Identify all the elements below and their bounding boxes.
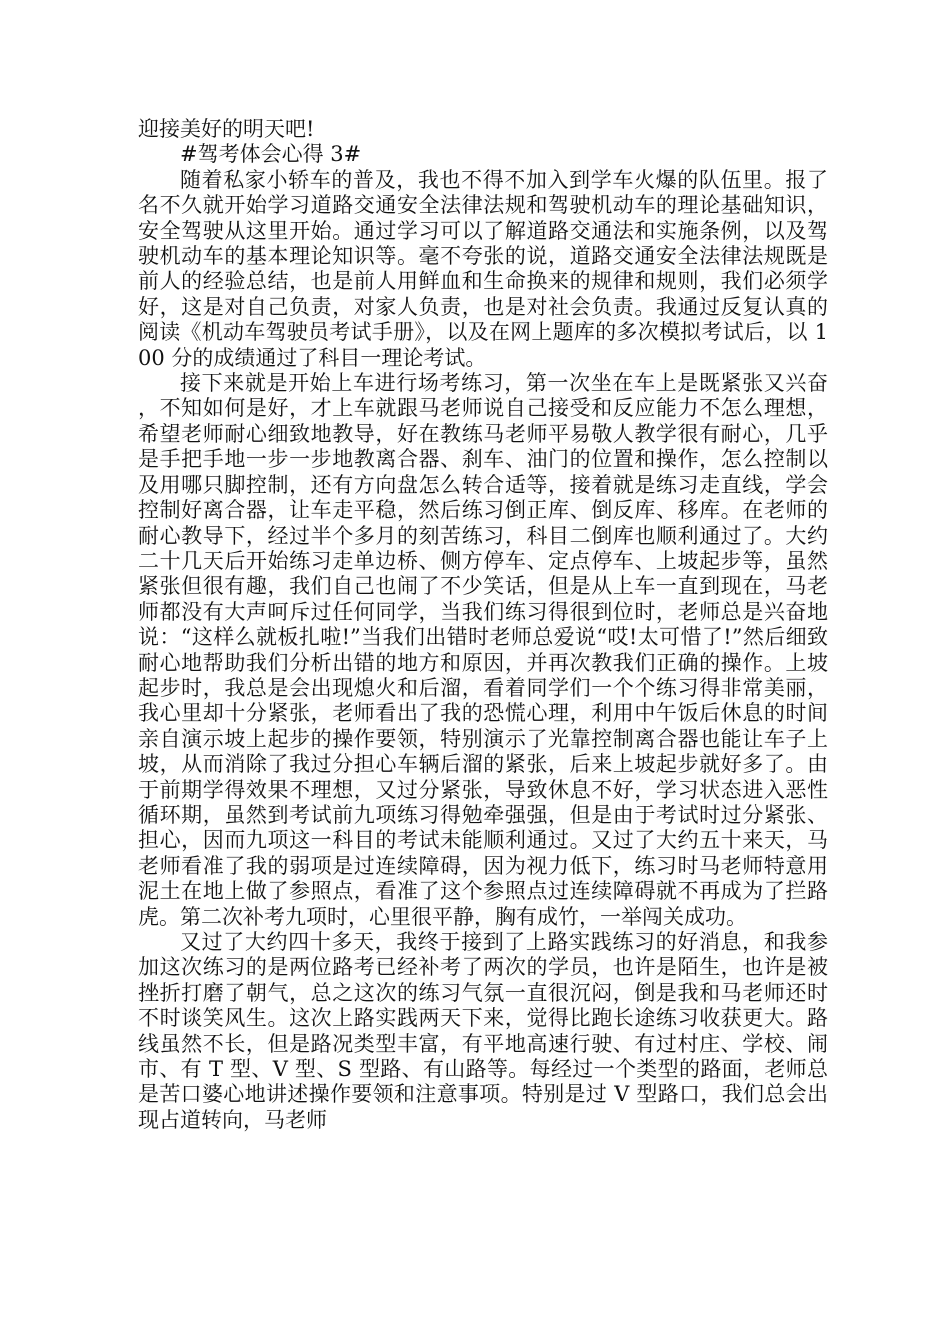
paragraph-theory-exam: 随着私家小轿车的普及，我也不得不加入到学车火爆的队伍里。报了名不久就开始学习道路交通安全法律法规和驾驶机动车的理论基础知识，安全驾驶从这里开始。通过学习可以了解道路交通法和实施条例，以及驾驶机动车的基本理论知识等。毫不夸张的说，道路交通安全法律法规既是前人的经验总结，也是前人用鲜血和生命换来的规律和规则，我们必须学好，这是对自己负责，对家人负责，也是对社会负责。我通过反复认真的阅读《机动车驾驶员考试手册》，以及在网上题库的多次模拟考试后，以 100 分的成绩通过了科目一理论考试。 xyxy=(138,167,828,370)
section-heading: #驾考体会心得 3# xyxy=(180,142,362,167)
paragraph-road-practice: 又过了大约四十多天，我终于接到了上路实践练习的好消息，和我参加这次练习的是两位路考已经补考了两次的学员，也许是陌生，也许是被挫折打磨了朝气，总之这次的练习气氛一直很沉闷，倒是我和马老师还时不时谈笑风生。这次上路实践两天下来，觉得比跑长途练习收获更大。路线虽然不长，但是路况类型丰富，有平地高速行驶、有过村庄、学校、闹市、有 T 型、V 型、S 型路、有山路等。每经过一个类型的路面，老师总是苦口婆心地讲述操作要领和注意事项。特别是过 V 型路口，我们总会出现占道转向，马老师 xyxy=(138,930,828,1132)
paragraph-field-practice: 接下来就是开始上车进行场考练习，第一次坐在车上是既紧张又兴奋，不知如何是好，才上车就跟马老师说自己接受和反应能力不怎么理想，希望老师耐心细致地教导，好在教练马老师平易敬人教学很有耐心，几乎是手把手地一步一步地教离合器、刹车、油门的位置和操作，怎么控制以及用哪只脚控制，还有方向盘怎么转合适等，接着就是练习走直线，学会控制好离合器，让车走平稳，然后练习倒正库、倒反库、移库。在老师的耐心教导下，经过半个多月的刻苦练习，科目二倒库也顺利通过了。大约二十几天后开始练习走单边桥、侧方停车、定点停车、上坡起步等，虽然紧张但很有趣，我们自己也闹了不少笑话，但是从上车一直到现在，马老师都没有大声呵斥过任何同学，当我们练习得很到位时，老师总是兴奋地说：“这样么就板扎啦!”当我们出错时老师总爱说“哎!太可惜了!”然后细致耐心地帮助我们分析出错的地方和原因，并再次教我们正确的操作。上坡起步时，我总是会出现熄火和后溜，看着同学们一个个练习得非常美丽，我心里却十分紧张，老师看出了我的恐慌心理，利用中午饭后休息的时间亲自演示坡上起步的操作要领，特别演示了光靠控制离合器也能让车子上坡，从而消除了我过分担心车辆后溜的紧张，后来上坡起步就好多了。由于前期学得效果不理想，又过分紧张，导致休息不好，学习状态进入恶性循环期，虽然到考试前九项练习得勉牵强强，但是由于考试时过分紧张、担心，因而九项这一科目的考试未能顺利通过。又过了大约五十来天，马老师看准了我的弱项是过连续障碍，因为视力低下，练习时马老师特意用泥土在地上做了参照点，看准了这个参照点过连续障碍就不再成为了拦路虎。第二次补考九项时，心里很平静，胸有成竹，一举闯关成功。 xyxy=(138,371,828,929)
lead-line: 迎接美好的明天吧! xyxy=(138,117,315,141)
document-page xyxy=(138,117,828,1133)
